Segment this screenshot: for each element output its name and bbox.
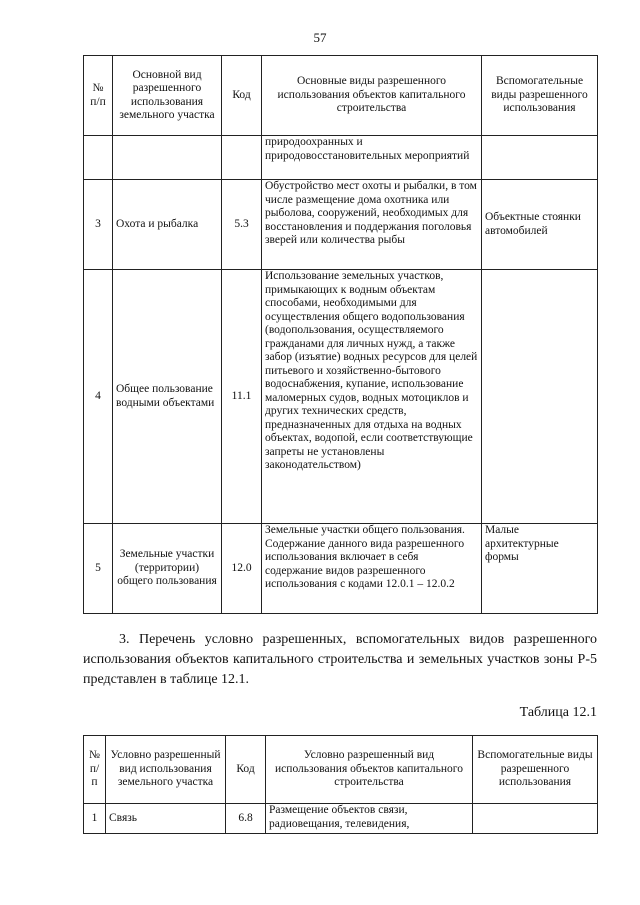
cell-kod <box>222 136 262 180</box>
cell-kod: 5.3 <box>222 180 262 270</box>
header-num: № п/п <box>84 56 113 136</box>
table-row <box>84 270 598 524</box>
cell-main: природоохранных и природовосстановительных мероприятий <box>262 136 482 180</box>
cell-kod: 11.1 <box>222 270 262 524</box>
cell-num: 4 <box>84 270 113 524</box>
table-row <box>84 180 598 270</box>
header-main: Основные виды разрешенного использования объектов капитального строительства <box>262 56 482 136</box>
cell-vid: Земельные участки (территории) общего пользования <box>113 524 222 614</box>
table-row <box>84 136 598 180</box>
cell-main: Использование земельных участков, примыкающих к водным объектам способами, необходимыми для осуществления общего водопользования (водопользования, осуществляемого гражданами для личных нужд, а также забор (изъятие) водных ресурсов для целей питьевого и хозяйственно-бытового водоснабжения, купание, использование маломерных судов, водных мотоциклов и других технических средств, предназначенных для отдыха на водных объектах, водопой, если соответствующие запреты не установлены законодательством) <box>262 270 482 524</box>
cell-aux: Объектные стоянки автомобилей <box>482 180 598 270</box>
cell-vid <box>113 136 222 180</box>
header-vid: Основной вид разрешенного использования земельного участка <box>113 56 222 136</box>
land-use-table-main <box>83 55 598 614</box>
cell-main: Земельные участки общего пользования. Содержание данного вида разрешенного использования включает в себя содержание видов разрешенного использования с кодами 12.0.1 – 12.0.2 <box>262 524 482 614</box>
cell-aux <box>473 804 598 834</box>
header-aux: Вспомогательные виды разрешенного использования <box>482 56 598 136</box>
cell-aux <box>482 270 598 524</box>
table-caption: Таблица 12.1 <box>519 705 597 720</box>
header-aux: Вспомогательные виды разрешенного использования <box>473 736 598 804</box>
table-row <box>84 804 598 834</box>
cell-vid: Общее пользование водными объектами <box>113 270 222 524</box>
cell-aux: Малые архитектурные формы <box>482 524 598 614</box>
header-kod: Код <box>226 736 266 804</box>
cell-num: 5 <box>84 524 113 614</box>
table-header-row <box>84 736 598 804</box>
header-main: Условно разрешенный вид использования объектов капитального строительства <box>266 736 473 804</box>
cell-aux <box>482 136 598 180</box>
table-row <box>84 524 598 614</box>
cell-kod: 6.8 <box>226 804 266 834</box>
cell-main: Размещение объектов связи, радиовещания, телевидения, <box>266 804 473 834</box>
table-header-row <box>84 56 598 136</box>
header-kod: Код <box>222 56 262 136</box>
land-use-table-conditional <box>83 735 598 834</box>
header-vid: Условно разрешенный вид использования земельного участка <box>106 736 226 804</box>
body-paragraph: 3. Перечень условно разрешенных, вспомогательных видов разрешенного использования объектов капитального строительства и земельных участков зоны Р-5 представлен в таблице 12.1. <box>83 632 597 687</box>
cell-num: 1 <box>84 804 106 834</box>
cell-kod: 12.0 <box>222 524 262 614</box>
cell-vid: Охота и рыбалка <box>113 180 222 270</box>
page-number: 57 <box>313 30 327 45</box>
cell-vid: Связь <box>106 804 226 834</box>
header-num: № п/п <box>84 736 106 804</box>
cell-main: Обустройство мест охоты и рыбалки, в том числе размещение дома охотника или рыболова, сооружений, необходимых для восстановления и поддержания поголовья зверей или количества рыбы <box>262 180 482 270</box>
cell-num: 3 <box>84 180 113 270</box>
cell-num <box>84 136 113 180</box>
